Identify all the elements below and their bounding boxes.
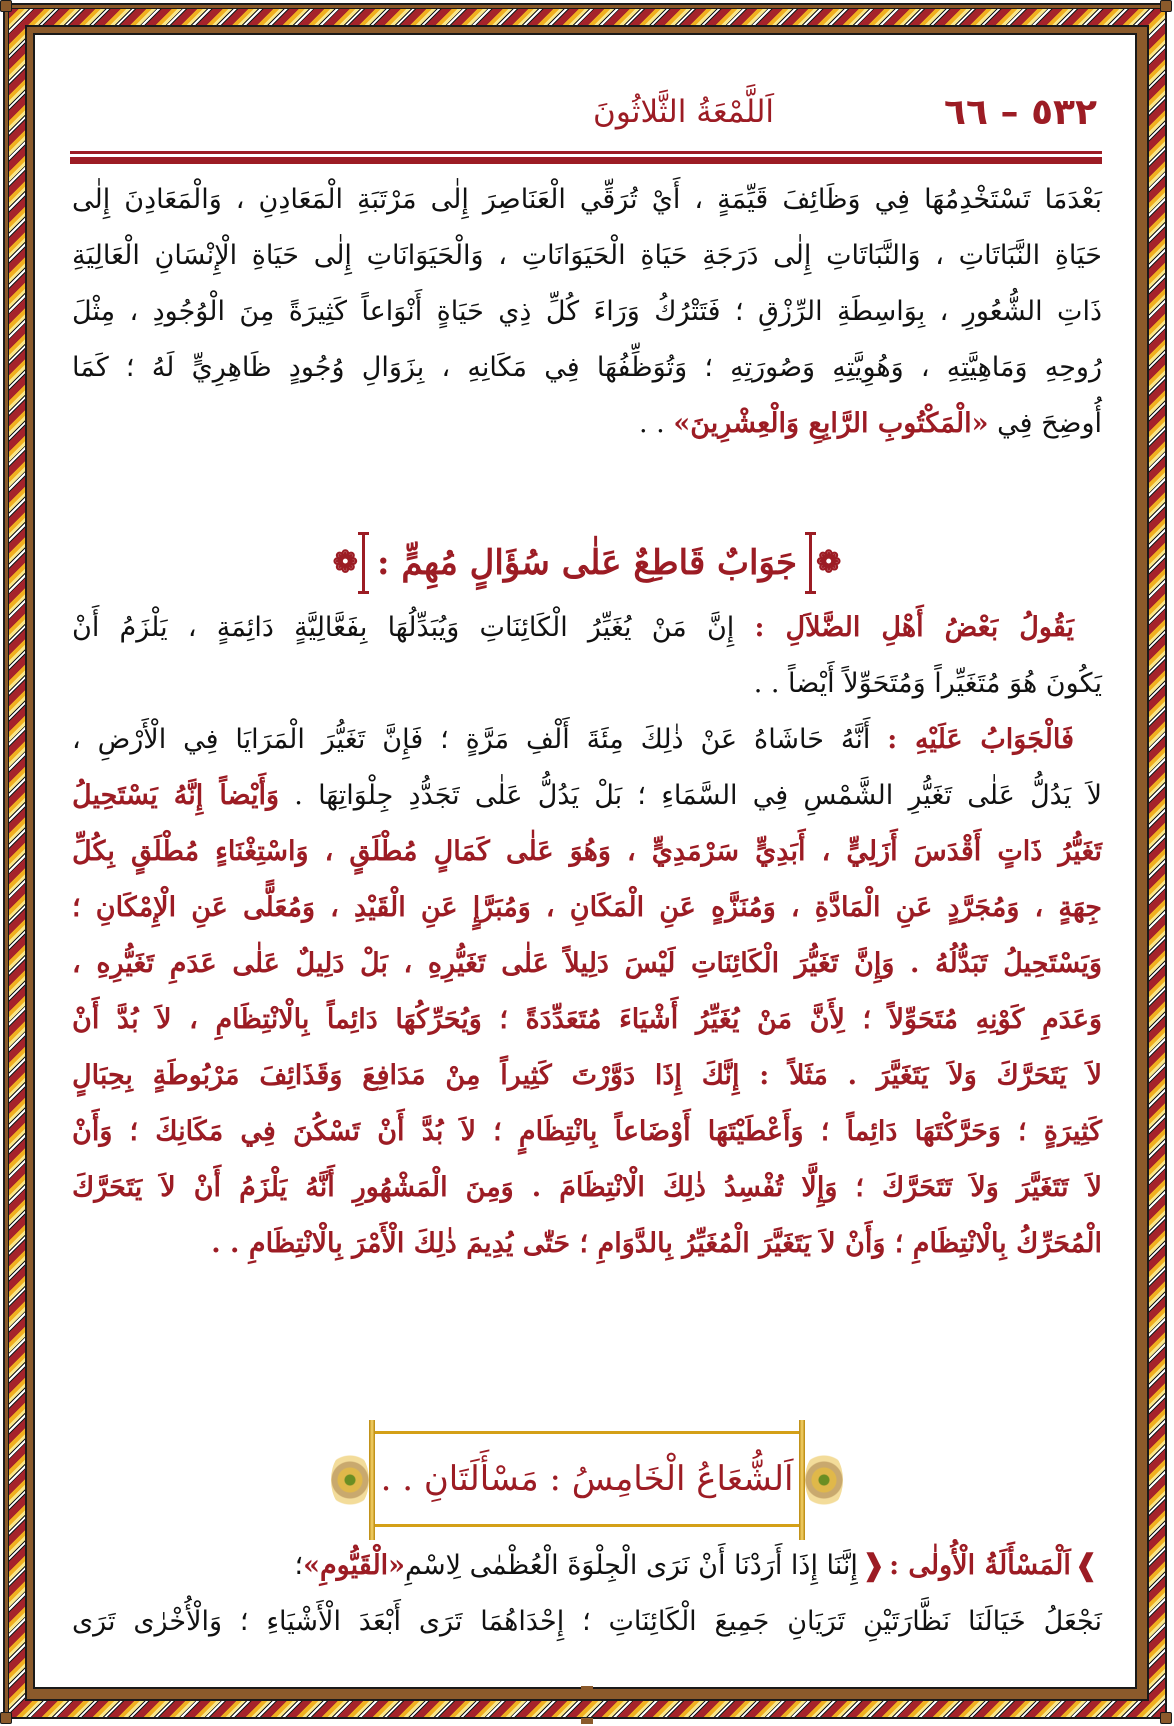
scroll-flourish-icon — [331, 1450, 369, 1510]
corner-ornament-icon — [1160, 1712, 1172, 1724]
text-line — [72, 600, 1102, 656]
emphasized-passage — [72, 824, 1102, 1272]
scroll-flourish-icon — [805, 1450, 843, 1510]
text-fragment: إِنَّنَا إِذَا أَرَدْنَا أَنْ نَرَى الْجِلْوَةَ الْعُظْمٰى لِاسْمِ — [405, 1550, 858, 1581]
text-line: وَعَدَمِ كَوْنِهِ مُتَحَوِّلاً ؛ لِأَنَّ مَنْ يُغَيِّرُ أَشْيَاءَ مُتَعَدِّدَةً ؛ وَيُحَرِّكُهَا دَائِماً بِالْانْتِظَامِ ، لاَ بُدَّ أَنْ — [72, 1004, 1102, 1035]
text-line: ذَاتِ الشُّعُورِ ، بِوَاسِطَةِ الرِّزْقِ ؛ فَتَتْرُكُ وَرَاءَ كُلِّ ذِي حَيَاةٍ أَنْوَاعاً كَثِيرَةً مِنَ الْوُجُودِ ، مِثْلَ — [72, 296, 1102, 327]
text-fragment: أَنَّهُ حَاشَاهُ عَنْ ذٰلِكَ مِئَةَ أَلْفِ مَرَّةٍ ؛ فَإِنَّ تَغَيُّرَ الْمَرَايَا فِي الْأَرْضِ ، — [72, 724, 888, 755]
text-line: رُوحِهِ وَمَاهِيَّتِهِ ، وَهُوِيَّتِهِ وَصُورَتِهِ ؛ وَتُوَظِّفُهَا فِي مَكَانِهِ ، بِزَوَالِ وُجُودٍ ظَاهِرِيٍّ لَهُ ؛ كَمَا — [72, 352, 1102, 383]
first-issue-line — [72, 1538, 1102, 1594]
paragraph-first-issue — [72, 1594, 1102, 1650]
text-line: تَغَيُّرُ ذَاتٍ أَقْدَسَ أَزَلِيٍّ ، أَبَدِيٍّ سَرْمَدِيٍّ ، وَهُوَ عَلٰى كَمَالٍ مُطْلَقٍ ، وَاسْتِغْنَاءٍ مُطْلَقٍ بِكُلِّ — [72, 836, 1102, 867]
header-rule-thick — [70, 157, 1102, 164]
paragraph-2 — [72, 600, 1102, 712]
gold-frame — [375, 1431, 799, 1527]
text-line: بَعْدَمَا تَسْتَخْدِمُهَا فِي وَظَائِفَ قَيِّمَةٍ ، أَيْ تُرَقِّي الْعَنَاصِرَ إِلٰى مَرْتَبَةِ الْمَعَادِنِ ، وَالْمَعَادِنَ إِلٰى — [72, 184, 1102, 215]
text-fragment: ؛ — [294, 1550, 304, 1581]
text-line — [72, 396, 1102, 452]
text-fragment-emphasis: وَأَيْضاً إِنَّهُ يَسْتَحِيلُ — [72, 780, 280, 811]
lead-phrase: يَقُولُ بَعْضُ أَهْلِ الضَّلاَلِ : — [754, 612, 1074, 643]
bracket-ornament-icon: ❱ — [1073, 1548, 1099, 1583]
flower-ornament-icon: ❁ — [816, 545, 842, 580]
text-line: لاَ يَتَحَرَّكَ وَلاَ يَتَغَيَّرَ . مَثَلاً : إِنَّكَ إِذَا دَوَّرْتَ كَثِيراً مِنْ مَدَافِعَ وَقَذَائِفَ مَرْبُوطَةٍ بِحِبَالٍ — [72, 1060, 1102, 1091]
text-line: نَجْعَلُ خَيَالَنَا نَظَّارَتَيْنِ تَرَيَانِ جَمِيعَ الْكَائِنَاتِ ؛ إِحْدَاهُمَا تَرَى أَبْعَدَ الْأَشْيَاءِ ؛ وَالْأُخْرٰى تَرَى — [72, 1606, 1102, 1637]
paragraph-3 — [72, 712, 1102, 1272]
text-line: يَكُونَ هُوَ مُتَغَيِّراً وَمُتَحَوِّلاً أَيْضاً . . — [753, 668, 1102, 699]
header-rule-thin — [70, 151, 1102, 154]
gold-pillar-icon — [799, 1420, 805, 1540]
flower-ornament-icon: ❁ — [332, 545, 358, 580]
text-line: جِهَةٍ ، وَمُجَرَّدٍ عَنِ الْمَادَّةِ ، وَمُنَزَّهٍ عَنِ الْمَكَانِ ، وَمُبَرَّإٍ عَنِ الْقَيْدِ ، وَمُعَلًّى عَنِ الْإِمْكَانِ ؛ — [72, 892, 1102, 923]
text-line: وَيَسْتَحِيلُ تَبَدُّلُهُ . وَإِنَّ تَغَيُّرَ الْكَائِنَاتِ لَيْسَ دَلِيلاً عَلٰى تَغَيُّرِهِ ، بَلْ دَلِيلٌ عَلٰى عَدَمِ تَغَيُّرِهِ ، — [72, 948, 1102, 979]
page-header — [70, 82, 1102, 142]
gold-pillar-icon — [369, 1420, 375, 1540]
text-fragment: إِنَّ مَنْ يُغَيِّرُ الْكَائِنَاتِ وَيُبَدِّلُهَا بِفَعَّالِيَّةٍ دَائِمَةٍ ، يَلْزَمُ أَنْ — [72, 612, 755, 643]
heading-ornament-left — [333, 532, 369, 594]
text-line: حَيَاةِ النَّبَاتَاتِ ، وَالنَّبَاتَاتِ إِلٰى دَرَجَةِ حَيَاةِ الْحَيَوَانَاتِ ، وَالْحَيَوَانَاتِ إِلٰى حَيَاةِ الْإِنْسَانِ الْعَالِيَةِ — [72, 240, 1102, 271]
text-line: لاَ تَتَغَيَّرَ وَلاَ تَتَحَرَّكَ ؛ وَإِلَّا تُفْسِدُ ذٰلِكَ الْانْتِظَامَ . وَمِنَ الْمَشْهُورِ أَنَّهُ يَلْزَمُ أَنْ لاَ يَتَحَرَّكَ — [72, 1172, 1102, 1203]
running-title: اَللَّمْعَةُ الثَّلاثُونَ — [593, 94, 775, 130]
issue-label: اَلْمَسْأَلَةُ الْأُولٰى : — [889, 1550, 1071, 1581]
page-number: ٥٣٢ – ٦٦ — [944, 91, 1097, 133]
scroll-ornament-icon — [331, 1420, 375, 1540]
reference-title: «الْمَكْتُوبِ الرَّابِعِ وَالْعِشْرِينَ» — [673, 408, 989, 439]
corner-ornament-icon — [0, 1712, 12, 1724]
paragraph-1 — [72, 172, 1102, 452]
divine-name: «الْقَيُّومِ» — [303, 1550, 406, 1581]
lead-phrase: فَالْجَوَابُ عَلَيْهِ : — [887, 724, 1074, 755]
text-fragment: لاَ يَدُلُّ عَلٰى تَغَيُّرِ الشَّمْسِ فِي السَّمَاءِ ؛ بَلْ يَدُلُّ عَلٰى تَجَدُّدِ جِلْوَاتِهَا . — [279, 780, 1102, 811]
heading-ornament-right — [805, 532, 841, 594]
corner-ornament-icon — [0, 0, 12, 12]
heading-text: اَلشُّعَاعُ الْخَامِسُ : مَسْأَلَتَانِ . . — [380, 1459, 794, 1499]
text-line — [72, 712, 1102, 768]
bracket-ornament-icon: ❰ — [860, 1548, 887, 1583]
border-center-knob-icon — [581, 1718, 593, 1724]
section-heading-quick-answer — [0, 528, 1174, 598]
section-heading-fifth-ray — [0, 1420, 1174, 1538]
text-fragment: . . — [639, 408, 665, 439]
heading-text: جَوَابٌ قَاطِعٌ عَلٰى سُؤَالٍ مُهِمٍّ : — [376, 543, 798, 583]
bar-ornament-icon — [809, 532, 812, 594]
text-line — [72, 768, 1102, 824]
border-center-knob-icon — [581, 1686, 593, 1692]
text-line: كَثِيرَةٍ ؛ وَحَرَّكْتَهَا دَائِماً ؛ وَأَعْطَيْتَهَا أَوْضَاعاً بِانْتِظَامٍ ؛ لاَ بُدَّ أَنْ تَسْكُنَ فِي مَكَانِكَ ؛ وَأَنْ — [72, 1116, 1102, 1147]
corner-ornament-icon — [1160, 0, 1172, 12]
text-line: الْمُحَرِّكُ بِالْانْتِظَامِ ؛ وَأَنْ لاَ يَتَغَيَّرَ الْمُغَيِّرُ بِالدَّوَامِ ؛ حَتّٰى يُدِيمَ ذٰلِكَ الْأَمْرَ بِالْانْتِظَامِ . . — [211, 1228, 1102, 1259]
scroll-ornament-icon — [799, 1420, 843, 1540]
bar-ornament-icon — [362, 532, 365, 594]
text-fragment: أُوضِحَ فِي — [997, 408, 1102, 439]
